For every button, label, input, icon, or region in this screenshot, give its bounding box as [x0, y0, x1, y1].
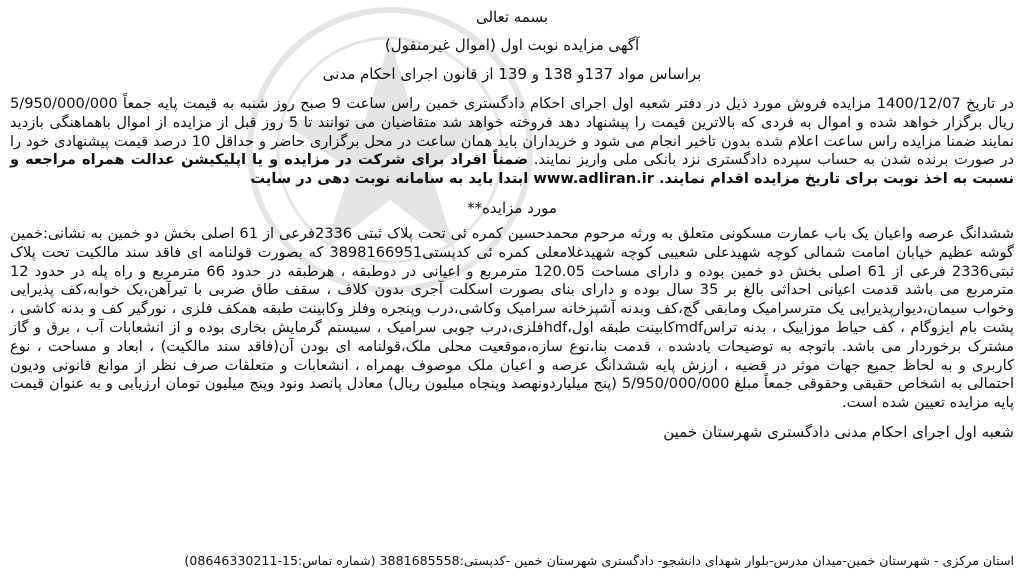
bismillah-heading: بسمه تعالی: [475, 8, 549, 26]
announcement-paragraph: [10, 95, 1014, 189]
appointment-instructions: ضمناً افراد برای شرکت در مزایده و یا اپلیکیشن عدالت همراه مراجعه و نسبت به اخذ نوبت برای تاریخ مزایده اقدام نمایند. www.adliran.ir ابتدا باید به سامانه نوبت دهی در سایت: [10, 151, 1014, 188]
legal-basis-line: براساس مواد 137و 138 و 139 از قانون اجرای احکام مدنی: [322, 65, 702, 83]
auction-item-heading: مورد مزایده**: [467, 198, 557, 217]
notice-title: آگهی مزایده نوبت اول (اموال غیرمنقول): [384, 36, 640, 54]
court-address: استان مرکزی - شهرستان خمین-میدان مدرس-بلوار شهدای دانشجو- دادگستری شهرستان خمین -کدپستی:3881685558 (شماره تماس:15-08646330211): [184, 553, 1014, 568]
office-signature: شعبه اول اجرای احکام مدنی دادگستری شهرستان خمین: [663, 422, 1014, 441]
property-description: ششدانگ عرصه واعیان یک باب عمارت مسکونی متعلق به ورثه مرحوم محمدحسین کمره ئی تحت پلاک ثبتی 2336فرعی از 61 اصلی بخش دو خمین به نشانی:خمین گوشه عظیم خیابان امامت شمالی کوچه شهیدعلی شعیبی کوچه شهیدغلامعلی کمره ئی کدپستی3898166951 که بصورت قولنامه ای فاقد سند مالکیت تحت پلاک ثبتی2336 فرعی از 61 اصلی بخش دو خمین بوده و دارای مساحت 120.05 مترمربع و اعیانی در دوطبقه ، هرطبقه در حدود 66 مترمربع و راه پله در حدود 12 مترمربع می باشد قدمت اعیانی احداثی بالغ بر 35 سال بوده و دارای بنای بصورت اسکلت آجری بدون کلاف ، سقف طاق ضربی با تیرآهن،یک خوابه،کف پذیرایی وخواب سیمان،دیوارپذیرایی یک مترسرامیک ومابقی گچ،کف وبدنه آشپزخانه سرامیک وکاشی،درب وپنجره وفلز وکابینت طبقه همکف فلزی ، نورگیر کف و بدنه کاشی ، پشت بام ایزوگام ، کف حیاط موزاییک ، بدنه تراسmdfکابینت طبقه اول،hdfفلزی،درب چوبی سرامیک ، سیستم گرمایش بخاری بوده و از انشعابات آب ، برق و گاز مشترک برخوردار می باشد. باتوجه به توضیحات یادشده ، قدمت بنا،نوع سازه،موقعیت محلی ملک،قولنامه ای بودن آن(فاقد سند مالکیت) ، ابعاد و مساحت ، نوع کاربری و به لحاظ جمیع جهات موثر در قضیه ، ارزش پایه ششدانگ عرصه و اعیان ملک موصوف بهمراه ، انشعابات و متعلقات صرف نظر از موانع قانونی ودیون احتمالی به اشخاص حقیقی وحقوقی جمعاً مبلغ 5/950/000/000 (پنج میلیاردونهصد وپنجاه میلیون ریال) معادل پانصد ونود وپنج میلیون تومان ارزیابی و به عنوان قیمت پایه مزایده تعیین شده است.: [10, 224, 1015, 412]
announcement-text: در تاریخ 1400/12/07 مزایده فروش مورد ذیل در دفتر شعبه اول اجرای احکام دادگستری خمین راس ساعت 9 صبح روز شنبه به قیمت پایه جمعاً 5/950/000/000 ریال برگزار خواهد شده و اموال به فردی که بالاترین قیمت را پیشنهاد دهد فروخته خواهد شد متقاضیان می توانند تا 5 روز قبل از مزایده از اموال باهماهنگی بازدید نمایند ضمنا مزایده راس ساعت اعلام شده بدون تاخیر انجام می شود و خریداران باید همان ساعت در محل برگزاری حاضر و حداقل 10 درصد قیمت پیشنهادی خود را در صورت برنده شدن به حساب سپرده دادگستری نزد بانکی ملی واریز نمایند.: [10, 95, 1015, 169]
